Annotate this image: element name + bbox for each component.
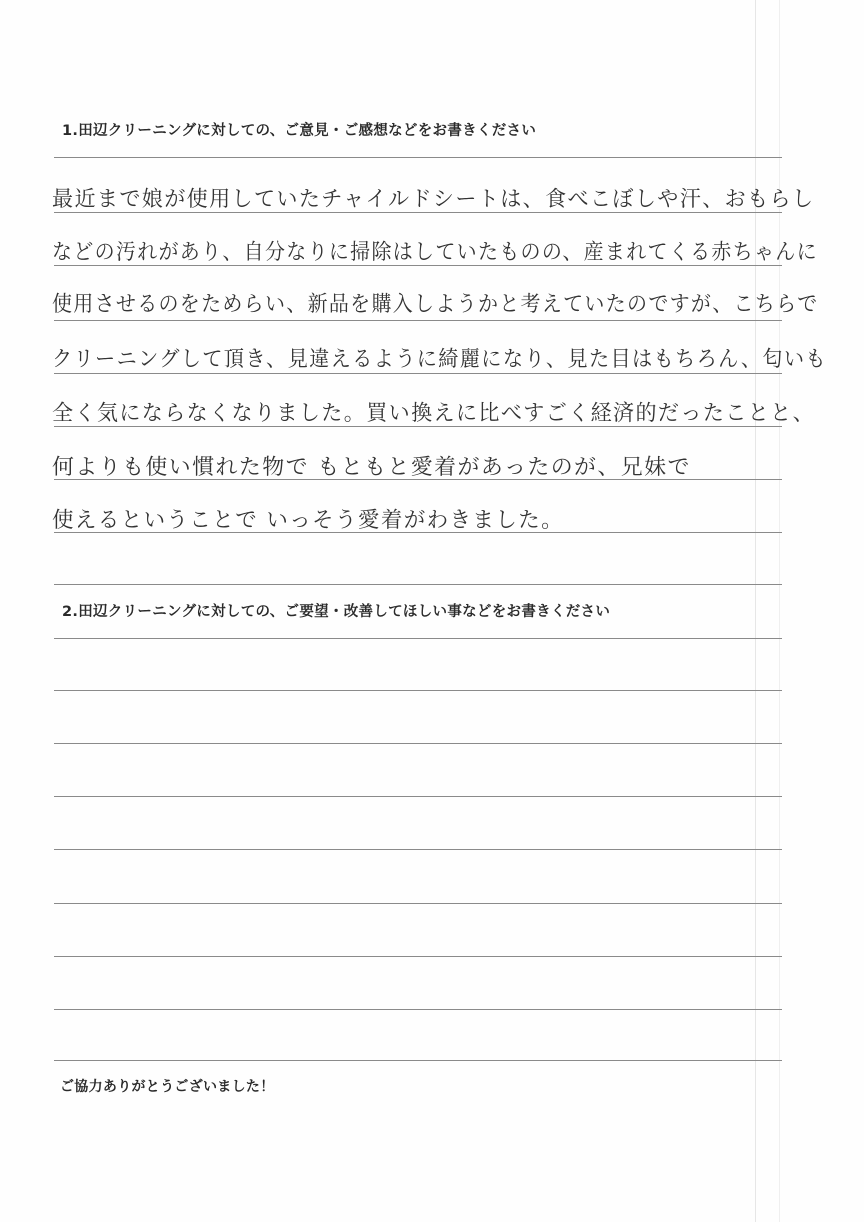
writing-rule [54,532,782,533]
writing-rule [54,426,782,427]
handwritten-line: クリーニングして頂き、見違えるように綺麗になり、見た目はもちろん、匂いも [52,347,827,372]
writing-rule [54,903,782,904]
handwritten-line: 使えるということで いっそう愛着がわきました。 [52,508,565,533]
section1-heading: 1.田辺クリーニングに対しての、ご意見・ご感想などをお書きください [62,123,537,139]
writing-rule [54,690,782,691]
writing-rule [54,265,782,266]
writing-rule [54,212,782,213]
handwritten-line: などの汚れがあり、自分なりに掃除はしていたものの、産まれてくる赤ちゃんに [52,240,818,265]
writing-rule [54,479,782,480]
closing-message: ご協力ありがとうございました！ [60,1079,275,1095]
writing-rule [54,743,782,744]
writing-rule [54,796,782,797]
writing-rule [54,638,782,639]
handwritten-line: 何よりも使い慣れた物で もともと愛着があったのが、兄妹で [52,455,691,480]
writing-rule [54,1060,782,1061]
writing-rule [54,849,782,850]
writing-rule [54,373,782,374]
writing-rule [54,320,782,321]
writing-rule [54,1009,782,1010]
writing-rule [54,584,782,585]
section2-heading: 2.田辺クリーニングに対しての、ご要望・改善してほしい事などをお書きください [62,604,611,620]
handwritten-line: 使用させるのをためらい、新品を購入しようかと考えていたのですが、こちらで [52,292,819,317]
writing-rule [54,956,782,957]
handwritten-line: 最近まで娘が使用していたチャイルドシートは、食べこぼしや汗、おもらし [52,187,815,212]
handwritten-line: 全く気にならなくなりました。買い換えに比べすごく経済的だったことと、 [52,401,816,426]
writing-rule [54,157,782,158]
